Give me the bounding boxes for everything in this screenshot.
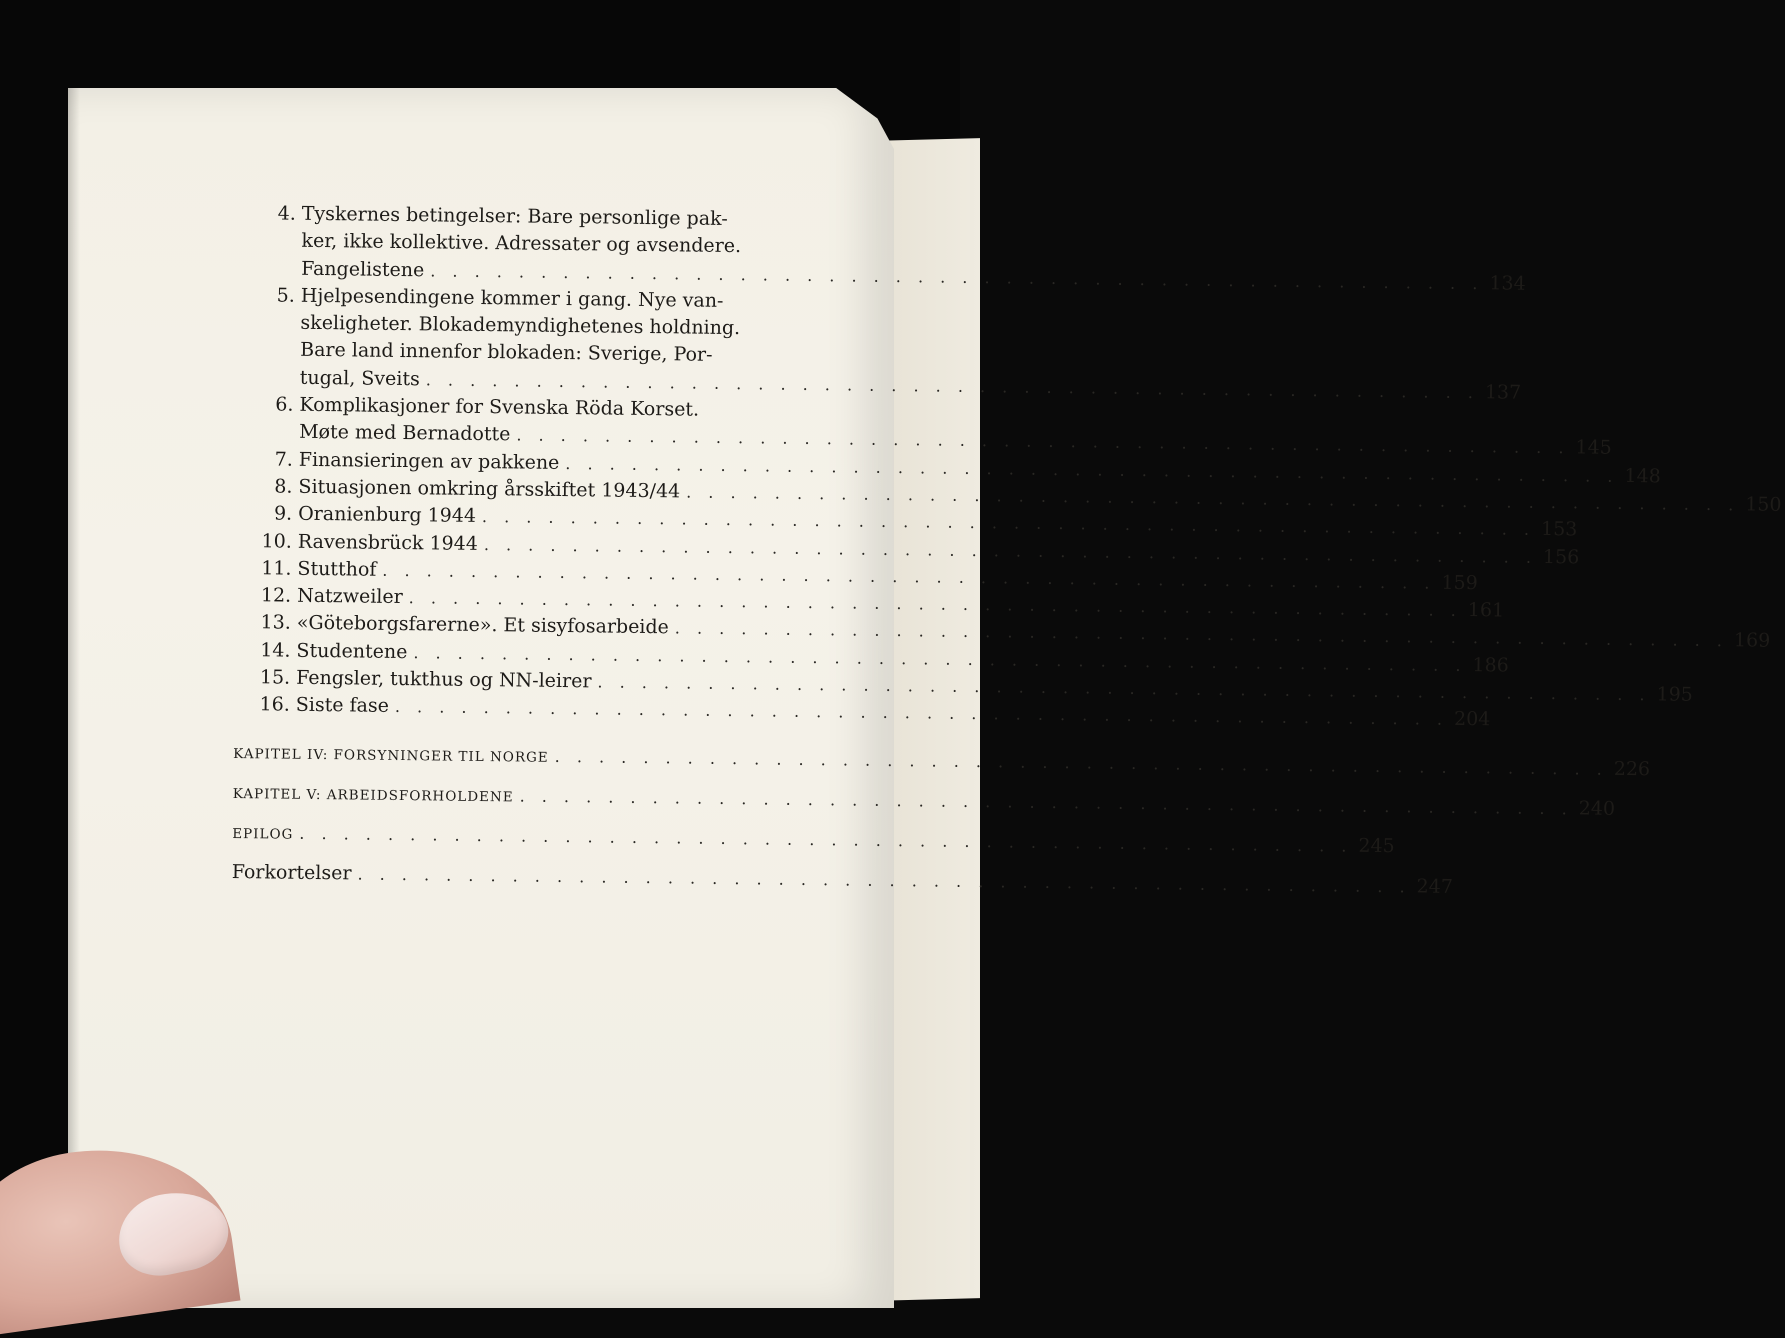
table-of-contents — [231, 200, 1782, 898]
entry-number: 13. — [260, 611, 291, 635]
entry-title-line: Møte med Bernadotte — [299, 421, 511, 446]
page-number: 169 — [1733, 629, 1771, 653]
toc-chapter — [233, 741, 1651, 780]
page-number: 240 — [1578, 797, 1616, 820]
entry-number: 8. — [274, 475, 293, 498]
entry-title-line: Tyskernes betingelser: Bare personlige pak- — [301, 202, 728, 230]
page-number: 186 — [1472, 653, 1509, 677]
page-number: 153 — [1540, 518, 1578, 541]
entry-number: 5. — [276, 284, 295, 307]
entry-title-line: Natzweiler — [297, 584, 403, 609]
entry-number: 14. — [260, 639, 291, 662]
page-number: 145 — [1575, 436, 1612, 460]
chapter-title: KAPITEL V: ARBEIDSFORHOLDENE — [232, 785, 514, 806]
toc-chapter — [232, 821, 1395, 857]
entry-number: 6. — [275, 393, 294, 416]
entry-title-line: «Göteborgsfarerne». Et sisyfosarbeide — [296, 612, 670, 639]
dot-leader — [555, 747, 1608, 779]
page-number: 226 — [1613, 757, 1651, 780]
toc-entry — [239, 200, 1526, 295]
entry-number: 4. — [277, 202, 296, 225]
toc-entry — [238, 282, 1522, 404]
entry-number: 16. — [259, 693, 290, 716]
entry-title-line: skeligheter. Blokademyndighetenes holdning. — [300, 311, 741, 340]
entry-number: 9. — [273, 502, 293, 525]
entry-title-line: Situasjonen omkring årsskiftet 1943/44 — [298, 475, 681, 503]
entry-number: 12. — [260, 584, 292, 607]
entry-title-line: ker, ikke kollektive. Adressater og avsendere. — [301, 230, 742, 258]
entry-title-line: Bare land innenfor blokaden: Sverige, Por- — [300, 339, 713, 367]
toc-chapter — [232, 781, 1616, 820]
page-number: 161 — [1467, 599, 1505, 622]
appendix-title: Forkortelser — [231, 860, 352, 885]
entry-title-line: Studentene — [296, 639, 408, 663]
page-number: 134 — [1489, 271, 1526, 295]
page-number: 245 — [1358, 834, 1395, 857]
entry-title-line: Hjelpesendingene kommer i gang. Nye van- — [300, 284, 724, 312]
page-number: 159 — [1441, 571, 1478, 595]
entry-number: 7. — [274, 448, 293, 471]
page-number: 204 — [1453, 708, 1491, 731]
entry-title-line: Komplikasjoner for Svenska Röda Korset. — [299, 393, 700, 421]
page-number: 150 — [1745, 493, 1782, 516]
page-number: 195 — [1656, 683, 1693, 706]
toc-entry — [234, 691, 1491, 731]
page-number: 148 — [1624, 464, 1661, 488]
entry-title-line: Ravensbrück 1944 — [297, 530, 479, 555]
page-number: 247 — [1416, 875, 1454, 898]
page-number: 156 — [1542, 545, 1580, 568]
page-number: 137 — [1484, 381, 1522, 404]
chapter-title: EPILOG — [232, 825, 294, 843]
entry-number: 11. — [261, 557, 292, 580]
entry-title-line: Fengsler, tukthus og NN-leirer — [296, 666, 592, 693]
dot-leader — [520, 786, 1573, 818]
page-gutter-shadow — [68, 88, 80, 1308]
entry-title-line: Oranienburg 1944 — [298, 503, 477, 528]
entry-number: 10. — [261, 529, 292, 553]
entry-title-line: Stutthof — [297, 557, 377, 581]
entry-title-line: Finansieringen av pakkene — [298, 448, 560, 474]
entry-title-line: tugal, Sveits — [299, 366, 420, 390]
chapter-title: KAPITEL IV: FORSYNINGER TIL NORGE — [233, 745, 549, 766]
entry-title-line: Fangelistene — [301, 257, 425, 281]
entry-title-line: Siste fase — [295, 694, 390, 718]
entry-number: 15. — [259, 666, 291, 689]
